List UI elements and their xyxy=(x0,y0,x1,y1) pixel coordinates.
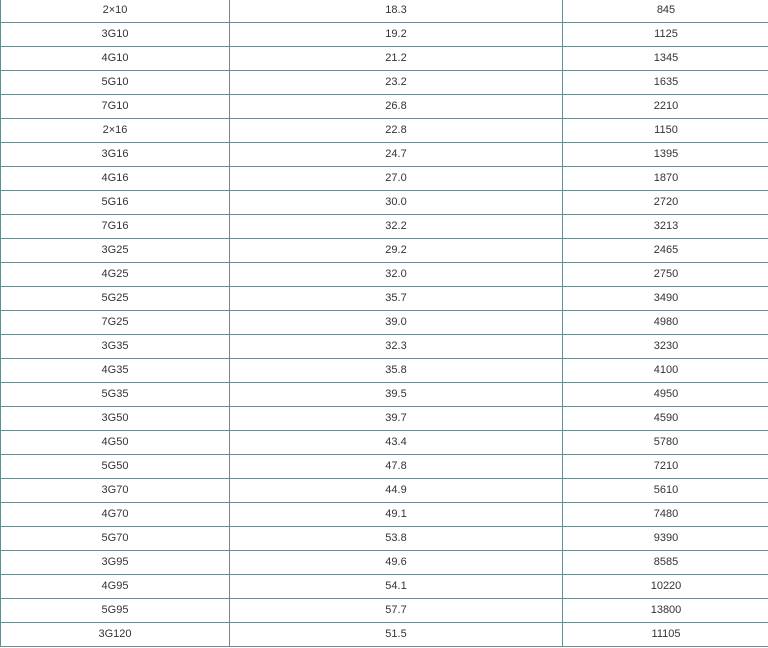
cell-weight: 10220 xyxy=(563,575,768,599)
cell-cross-section: 5G16 xyxy=(1,191,230,215)
table-row xyxy=(1,71,768,95)
cell-cross-section: 4G95 xyxy=(1,575,230,599)
cell-cross-section: 3G10 xyxy=(1,23,230,47)
cell-cross-section: 3G95 xyxy=(1,551,230,575)
cell-weight: 3230 xyxy=(563,335,768,359)
cell-cross-section: 3G50 xyxy=(1,407,230,431)
cell-cross-section: 5G10 xyxy=(1,71,230,95)
cell-cross-section: 7G10 xyxy=(1,95,230,119)
table-row xyxy=(1,575,768,599)
cell-diameter: 43.4 xyxy=(230,431,563,455)
cell-diameter: 24.7 xyxy=(230,143,563,167)
table-body xyxy=(1,0,768,647)
cell-weight: 1150 xyxy=(563,119,768,143)
cell-cross-section: 3G16 xyxy=(1,143,230,167)
cell-cross-section: 5G25 xyxy=(1,287,230,311)
cell-cross-section: 3G70 xyxy=(1,479,230,503)
cell-weight: 8585 xyxy=(563,551,768,575)
table-row xyxy=(1,503,768,527)
table-row xyxy=(1,263,768,287)
cell-diameter: 39.5 xyxy=(230,383,563,407)
cell-weight: 3490 xyxy=(563,287,768,311)
cell-diameter: 54.1 xyxy=(230,575,563,599)
cell-weight: 1395 xyxy=(563,143,768,167)
cell-diameter: 53.8 xyxy=(230,527,563,551)
cell-diameter: 51.5 xyxy=(230,623,563,647)
cell-weight: 1345 xyxy=(563,47,768,71)
cell-weight: 5780 xyxy=(563,431,768,455)
cell-weight: 2210 xyxy=(563,95,768,119)
cell-weight: 13800 xyxy=(563,599,768,623)
cell-diameter: 57.7 xyxy=(230,599,563,623)
table-row xyxy=(1,167,768,191)
cell-diameter: 19.2 xyxy=(230,23,563,47)
cell-cross-section: 4G50 xyxy=(1,431,230,455)
table-row xyxy=(1,383,768,407)
cell-diameter: 32.3 xyxy=(230,335,563,359)
cell-weight: 1870 xyxy=(563,167,768,191)
cell-diameter: 30.0 xyxy=(230,191,563,215)
cell-cross-section: 7G25 xyxy=(1,311,230,335)
cell-cross-section: 4G70 xyxy=(1,503,230,527)
table-row xyxy=(1,47,768,71)
table-row xyxy=(1,431,768,455)
cell-diameter: 27.0 xyxy=(230,167,563,191)
table-row xyxy=(1,215,768,239)
table-row xyxy=(1,239,768,263)
cell-diameter: 39.0 xyxy=(230,311,563,335)
cell-cross-section: 7G16 xyxy=(1,215,230,239)
table-row xyxy=(1,527,768,551)
cell-weight: 1125 xyxy=(563,23,768,47)
table-row xyxy=(1,407,768,431)
table-row xyxy=(1,335,768,359)
cell-weight: 1635 xyxy=(563,71,768,95)
cell-diameter: 32.2 xyxy=(230,215,563,239)
cell-diameter: 18.3 xyxy=(230,0,563,23)
table-row xyxy=(1,551,768,575)
cell-cross-section: 4G35 xyxy=(1,359,230,383)
cell-weight: 2465 xyxy=(563,239,768,263)
cell-weight: 4590 xyxy=(563,407,768,431)
table-row xyxy=(1,0,768,23)
table-row xyxy=(1,287,768,311)
cell-diameter: 49.6 xyxy=(230,551,563,575)
cell-cross-section: 5G70 xyxy=(1,527,230,551)
cell-weight: 9390 xyxy=(563,527,768,551)
table-row xyxy=(1,311,768,335)
cell-diameter: 29.2 xyxy=(230,239,563,263)
cell-diameter: 35.8 xyxy=(230,359,563,383)
cell-diameter: 22.8 xyxy=(230,119,563,143)
cell-diameter: 47.8 xyxy=(230,455,563,479)
cell-cross-section: 4G16 xyxy=(1,167,230,191)
cell-weight: 2720 xyxy=(563,191,768,215)
cell-cross-section: 4G25 xyxy=(1,263,230,287)
table-row xyxy=(1,599,768,623)
table-row xyxy=(1,623,768,647)
cell-weight: 2750 xyxy=(563,263,768,287)
table-row xyxy=(1,23,768,47)
cell-cross-section: 5G95 xyxy=(1,599,230,623)
cell-weight: 7480 xyxy=(563,503,768,527)
cell-diameter: 21.2 xyxy=(230,47,563,71)
cell-weight: 5610 xyxy=(563,479,768,503)
cell-weight: 11105 xyxy=(563,623,768,647)
cell-diameter: 23.2 xyxy=(230,71,563,95)
table-row xyxy=(1,359,768,383)
cell-weight: 4980 xyxy=(563,311,768,335)
cell-diameter: 49.1 xyxy=(230,503,563,527)
cell-weight: 4100 xyxy=(563,359,768,383)
table-row xyxy=(1,143,768,167)
cell-diameter: 35.7 xyxy=(230,287,563,311)
table-row xyxy=(1,455,768,479)
cell-diameter: 26.8 xyxy=(230,95,563,119)
table-row xyxy=(1,119,768,143)
cell-weight: 7210 xyxy=(563,455,768,479)
cell-cross-section: 3G120 xyxy=(1,623,230,647)
cell-cross-section: 3G35 xyxy=(1,335,230,359)
cell-cross-section: 2×10 xyxy=(1,0,230,23)
cell-diameter: 39.7 xyxy=(230,407,563,431)
cell-cross-section: 3G25 xyxy=(1,239,230,263)
cell-cross-section: 2×16 xyxy=(1,119,230,143)
table-row xyxy=(1,191,768,215)
cell-weight: 845 xyxy=(563,0,768,23)
cell-cross-section: 4G10 xyxy=(1,47,230,71)
table-row xyxy=(1,479,768,503)
cell-cross-section: 5G35 xyxy=(1,383,230,407)
cell-diameter: 32.0 xyxy=(230,263,563,287)
table-row xyxy=(1,95,768,119)
cell-diameter: 44.9 xyxy=(230,479,563,503)
cell-weight: 4950 xyxy=(563,383,768,407)
cell-cross-section: 5G50 xyxy=(1,455,230,479)
cell-weight: 3213 xyxy=(563,215,768,239)
